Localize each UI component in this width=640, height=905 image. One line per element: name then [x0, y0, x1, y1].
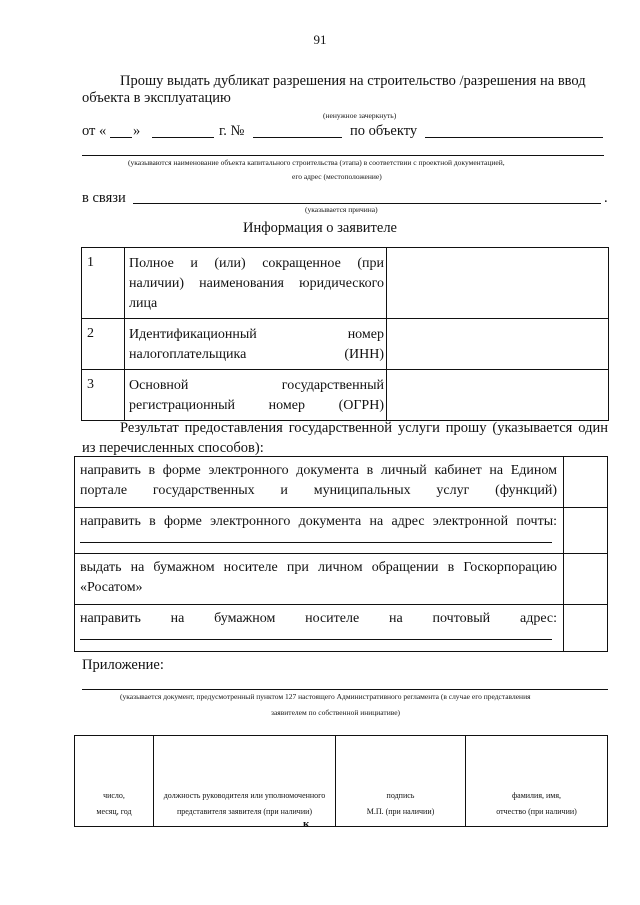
position-caption: должность руководителя или уполномоченного представителя заявителя (при наличии): [154, 782, 336, 827]
signature-cell[interactable]: [336, 736, 466, 783]
signature-caption: подпись М.П. (при наличии): [336, 782, 466, 827]
position-cell[interactable]: [154, 736, 336, 783]
option-label: направить в форме электронного документа на адрес электронной почты:: [75, 508, 564, 554]
option-checkbox[interactable]: [564, 457, 608, 508]
page-number: 91: [313, 32, 327, 47]
number-label: г. №: [219, 123, 245, 139]
result-intro: Результат предоставления государственной услуги прошу (указывается один из перечисленных способов):: [82, 420, 608, 456]
strike-note: (ненужное зачеркнуть): [323, 111, 397, 120]
row-number: 2: [82, 319, 125, 370]
date-close-quote: »: [133, 123, 141, 139]
day-field[interactable]: [110, 137, 132, 138]
request-line-1: Прошу выдать дубликат разрешения на строительство /разрешения на ввод: [120, 73, 586, 89]
result-options-table: [74, 456, 608, 652]
object-field[interactable]: [425, 137, 603, 138]
attachment-label: Приложение:: [82, 657, 164, 673]
date-caption: число, месяц, год: [75, 782, 154, 827]
date-from-label: от «: [82, 123, 107, 139]
row-label: Идентификационный номер налогоплательщика (ИНН): [125, 319, 387, 370]
row-label: Полное и (или) сокращенное (при наличии) наименования юридического лица: [125, 248, 387, 319]
full-name-caption: фамилия, имя, отчество (при наличии): [466, 782, 608, 827]
option-label: направить на бумажном носителе на почтовый адрес:: [75, 605, 564, 652]
option-label: направить в форме электронного документа в личный кабинет на Едином портале государственных и муниципальных услуг (функций): [75, 457, 564, 508]
table-row: [82, 248, 609, 319]
applicant-heading: Информация о заявителе: [243, 220, 397, 236]
date-cell[interactable]: [75, 736, 154, 783]
table-row: [75, 605, 608, 652]
attachment-note-line-1: (указывается документ, предусмотренный пунктом 127 настоящего Административного регламента (в случае его представления: [120, 692, 531, 701]
full-name-cell[interactable]: [466, 736, 608, 783]
attachment-field[interactable]: [82, 689, 608, 690]
option-checkbox[interactable]: [564, 605, 608, 652]
option-checkbox[interactable]: [564, 554, 608, 605]
table-row: [82, 370, 609, 421]
signature-table: [74, 735, 608, 827]
object-note-line-2: его адрес (местоположение): [292, 172, 382, 181]
permit-number-field[interactable]: [253, 137, 342, 138]
table-row: [75, 457, 608, 508]
row-number: 1: [82, 248, 125, 319]
row-number: 3: [82, 370, 125, 421]
inn-value-field[interactable]: [387, 319, 609, 370]
legal-name-value-field[interactable]: [387, 248, 609, 319]
month-year-field[interactable]: [152, 137, 214, 138]
footer-mark: к: [303, 818, 310, 830]
object-label: по объекту: [350, 123, 418, 139]
option-label: выдать на бумажном носителе при личном обращении в Госкорпорацию «Росатом»: [75, 554, 564, 605]
option-checkbox[interactable]: [564, 508, 608, 554]
table-row: [82, 319, 609, 370]
table-row: [75, 554, 608, 605]
postal-address-field[interactable]: [80, 639, 552, 640]
reason-end: .: [604, 190, 608, 206]
object-note-line-1: (указываются наименование объекта капитального строительства (этапа) в соответствии с проектной документацией,: [128, 158, 505, 167]
applicant-table: [81, 247, 609, 421]
ogrn-value-field[interactable]: [387, 370, 609, 421]
table-row: [75, 508, 608, 554]
email-field[interactable]: [80, 542, 552, 543]
object-description-field[interactable]: [82, 155, 604, 156]
row-label: Основной государственный регистрационный номер (ОГРН): [125, 370, 387, 421]
attachment-note-line-2: заявителем по собственной инициативе): [271, 708, 401, 717]
reason-label: в связи: [82, 190, 126, 206]
request-line-2: объекта в эксплуатацию: [82, 90, 231, 106]
reason-field[interactable]: [133, 203, 601, 204]
reason-note: (указывается причина): [305, 205, 378, 214]
